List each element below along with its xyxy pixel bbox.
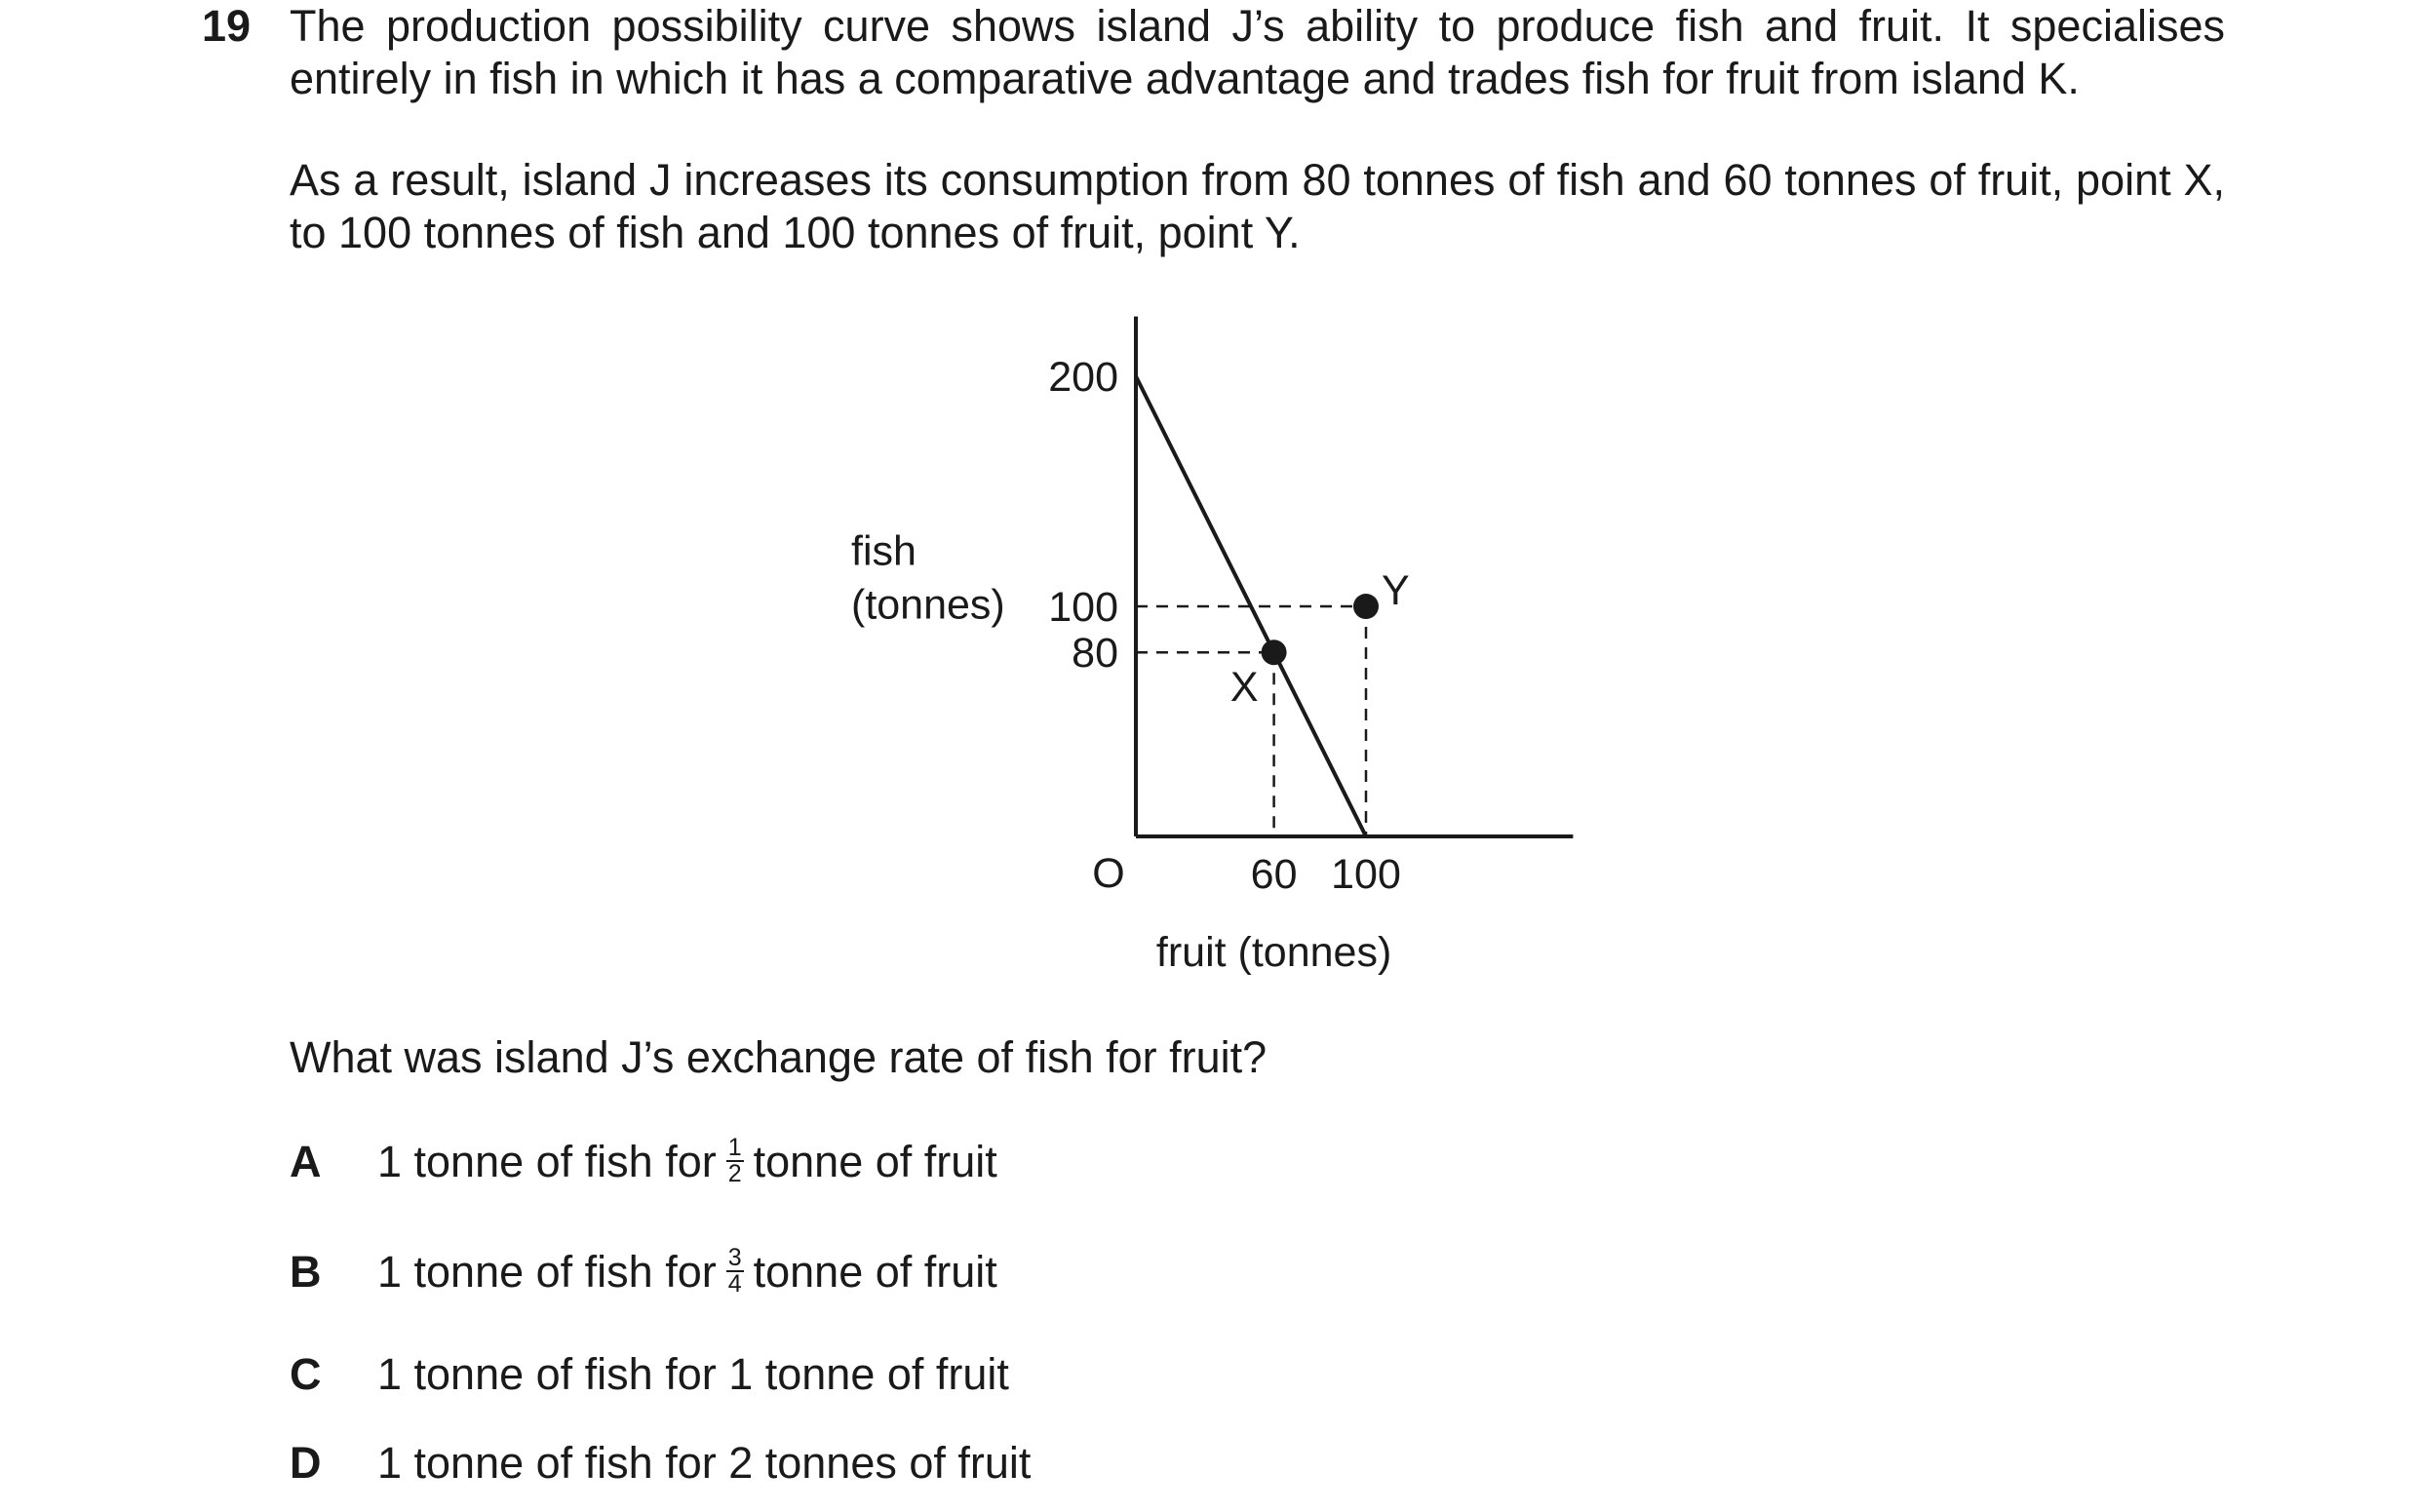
question-number: 19 (202, 1, 252, 51)
origin-label: O (1092, 850, 1125, 897)
option-letter: B (290, 1247, 322, 1297)
question-scenario-paragraph: As a result, island J increases its consumption from 80 tonnes of fish and 60 tonnes of fruit, point X, to 100 tonnes of fish and 100 tonnes of fruit, point Y. (290, 155, 2225, 257)
point-y (1353, 594, 1379, 619)
fraction: $\frac{1}{2}$ (727, 1134, 742, 1188)
option-text: 1 tonne of fish for 1 tonne of fruit (377, 1349, 1009, 1399)
point-label-x: X (1229, 664, 1259, 712)
option-text: 1 tonne of fish for $\frac{1}{2}$ tonne of fruit (377, 1134, 997, 1188)
option-letter: D (290, 1438, 322, 1488)
y-tick-label-100: 100 (1048, 584, 1118, 631)
y-axis-label-line1: fish (851, 527, 916, 575)
point-label-y: Y (1382, 567, 1410, 614)
x-tick-label-60: 60 (1250, 851, 1298, 898)
option-letter: C (290, 1349, 322, 1399)
y-tick-label-80: 80 (1072, 630, 1118, 678)
y-axis-label-line2: (tonnes) (851, 581, 1005, 629)
x-tick-label-100: 100 (1331, 851, 1401, 898)
option-letter: A (290, 1137, 322, 1186)
fraction: $\frac{3}{4}$ (727, 1244, 742, 1299)
y-tick-label-200: 200 (1048, 354, 1118, 401)
x-axis-label: fruit (tonnes) (1155, 929, 1392, 976)
option-text: 1 tonne of fish for $\frac{3}{4}$ tonne of fruit (377, 1244, 997, 1299)
question-intro-paragraph: The production possibility curve shows island J’s ability to produce fish and fruit. It specialises entirely in fish in which it has a comparative advantage and trades fish for fruit from island K. (290, 1, 2225, 103)
option-text: 1 tonne of fish for 2 tonnes of fruit (377, 1438, 1032, 1488)
dashed-guides (1136, 606, 1366, 836)
point-x (1262, 640, 1287, 665)
question-prompt: What was island J’s exchange rate of fish for fruit? (290, 1032, 1268, 1082)
